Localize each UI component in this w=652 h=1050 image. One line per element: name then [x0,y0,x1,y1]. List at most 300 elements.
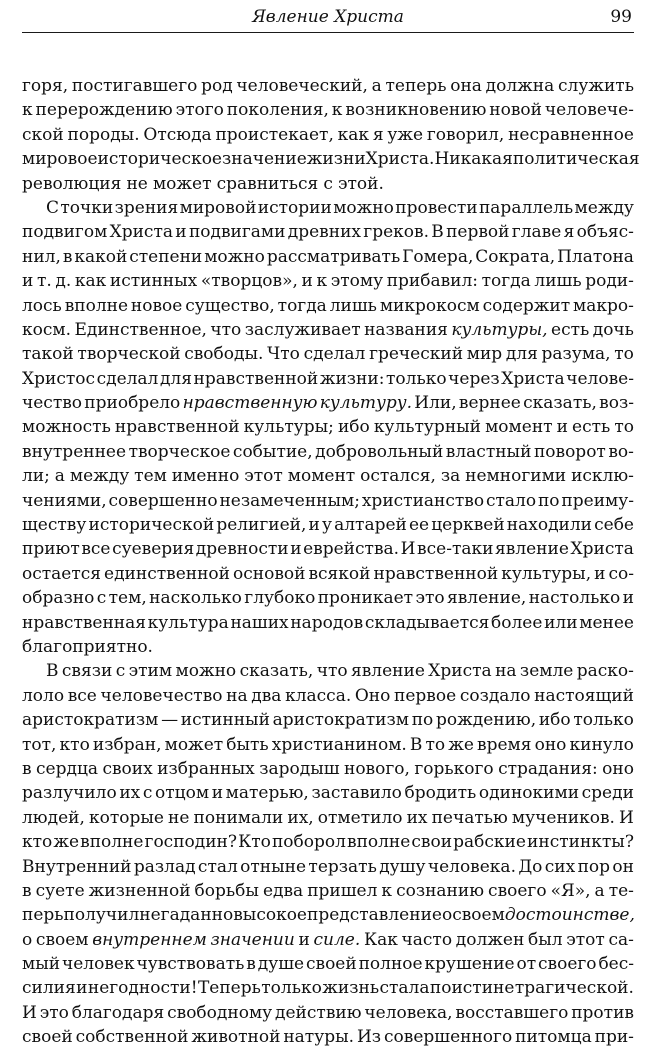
word: чество [22,393,83,414]
word: к [22,100,33,121]
word: греческий [369,344,464,365]
word: христианство [361,490,485,511]
word: основой [233,563,306,584]
word: Как [363,929,398,950]
word: своих [102,758,153,779]
word: же [53,832,80,853]
word: оно [534,734,567,755]
word: культурный [373,417,482,438]
text-line [22,562,634,586]
word: Никакая [434,149,513,170]
word: а [371,76,382,96]
word: содержит [482,295,571,316]
word: рабские [453,832,526,853]
word: их [406,807,428,828]
running-header [22,4,634,33]
word: только [261,978,322,999]
word: косм. [22,319,72,340]
word: и [594,563,606,584]
word: то [614,344,634,365]
word: что [210,319,242,340]
word: преиму- [561,490,634,511]
word: заслуживает [244,319,361,340]
word: Платона [557,246,634,267]
word: аристократизм [272,710,409,731]
word: рассматривать [266,246,401,267]
text-line [22,74,634,98]
word: тогда [277,295,327,316]
word: теперь [385,76,447,96]
word: разлучило [22,783,117,804]
word: суете [35,880,85,901]
word: момент [287,466,356,487]
word: И [400,539,416,560]
word: и [290,539,302,560]
text-line [22,708,634,732]
word: же [448,734,474,755]
word: этот [244,466,283,487]
word: человека, [364,1002,453,1023]
word: можно [204,246,265,267]
word: можность [22,417,111,438]
word: бес- [598,954,634,975]
text-line [22,318,634,342]
word: жизни [306,149,366,170]
italic-word: внутреннем [92,929,207,950]
text-line [22,635,634,659]
word: избранных [157,758,255,779]
word: исклю- [571,466,634,487]
word: при- [594,1027,634,1048]
word: едва [262,880,304,901]
word: лишь [534,271,582,292]
word: не [126,173,148,194]
word: время [477,734,532,755]
word: Христа [428,661,492,682]
word: незамеченным; [219,490,360,511]
word: свои [411,832,453,853]
word: все [81,539,111,560]
word: печатью [431,807,508,828]
word: по [537,490,560,511]
word: кто [22,832,53,853]
word: силия [22,978,76,999]
text-line [22,196,634,220]
text-line [22,733,634,757]
word: д. [55,271,72,292]
word: Или, [414,393,457,414]
word: а [594,880,605,901]
word: «Я», [550,880,591,901]
word: стала [379,978,430,999]
word: и [76,978,88,999]
text-line [22,659,634,683]
word: для [159,368,192,389]
word: страдания: [498,758,598,779]
word: Из [356,1027,382,1048]
word: т. [36,271,52,292]
italic-word: культуры, [451,319,548,340]
word: Отсюда [143,124,212,145]
word: поборол [271,832,346,853]
word: уже [387,124,424,145]
word: аристократизм [22,710,159,731]
word: своем [35,929,89,950]
book-page [22,0,640,1048]
word: тот, [22,734,57,755]
word: Христа [570,539,634,560]
word: есть [551,319,590,340]
word: Гомера, [402,246,474,267]
word: совершенного [384,1027,513,1048]
word: только [386,368,447,389]
word: через [448,368,500,389]
word: древности [195,539,289,560]
word: единственной [104,563,230,584]
word: от [516,954,537,975]
word: И [619,807,634,828]
word: суеверия [112,539,195,560]
word: и [22,271,34,292]
word: добровольный [315,441,444,462]
word: культуры; [243,417,334,438]
text-line [22,781,634,805]
word: сделал [303,344,366,365]
word: своей [22,1027,73,1048]
word: нравственной [193,368,319,389]
word: мир [466,344,503,365]
word: челове- [566,368,634,389]
word: раско- [576,661,634,682]
word: приобрело [84,393,181,414]
word: высокое [233,905,307,926]
word: новое [130,295,183,316]
word: это [415,588,445,609]
word: несравненное [508,124,634,145]
word: менее [579,612,634,633]
word: творческой [77,344,181,365]
word: то [614,417,634,438]
word: вернее [458,393,521,414]
word: лось [22,295,62,316]
word: кинуло [569,734,634,755]
text-line [22,98,634,122]
word: поистине [429,978,515,999]
word: с [142,783,153,804]
text-line [22,903,634,927]
word: все-таки [417,539,494,560]
word: нравственная [22,612,146,633]
word: Сократа, [475,246,556,267]
word: класса. [285,685,352,706]
word: натуры. [283,1027,355,1048]
word: мировое [22,149,98,170]
word: в [246,954,256,975]
word: то [425,734,446,755]
word: тем [134,466,167,487]
word: Единственное, [74,319,207,340]
word: своего [488,880,547,901]
word: и [556,417,568,438]
word: с [96,588,107,609]
word: явление, [447,588,527,609]
word: макро- [573,295,634,316]
text-line [22,976,634,1000]
word: роди- [585,271,634,292]
word: отныне [240,856,307,877]
word: образно [22,588,95,609]
word: мучеников. [511,807,615,828]
text-line [22,830,634,854]
text-line [22,415,634,439]
word: немногими [465,466,567,487]
word: восставшего [455,1002,569,1023]
word: всякой [308,563,371,584]
word: ибо [538,710,571,731]
word: быть [226,734,269,755]
word: питомца [515,1027,592,1048]
word: к [331,100,343,121]
word: сказать, [239,661,314,682]
word: стало [485,490,537,511]
word: христианином. [271,734,407,755]
word: этого [175,100,224,121]
word: связи [61,661,113,682]
word: подвигами [188,222,286,243]
word: или [544,612,578,633]
word: В [46,661,59,682]
text-line [22,220,634,244]
word: степени [129,246,203,267]
text-line [22,684,634,708]
word: чувствовать [136,954,245,975]
text-line [22,513,634,537]
word: все [67,685,97,706]
word: себе [594,515,634,536]
word: приют [22,539,80,560]
word: разума, [541,344,611,365]
italic-word: силе. [313,929,361,950]
word: Что [267,344,300,365]
word: совершенно [108,490,218,511]
word: мировой [179,197,257,218]
text-line [22,928,634,952]
word: са- [608,929,634,950]
word: этот [566,929,605,950]
word: властный [445,441,532,462]
word: вполне [80,832,144,853]
word: нового, [343,758,410,779]
word: В [431,222,444,243]
word: проникает [317,588,414,609]
word: «творцов», [200,271,298,292]
word: и [298,929,310,950]
word: ли; [22,466,50,487]
word: До [518,856,543,877]
word: ибо [337,417,370,438]
italic-word: культуру. [319,393,412,414]
word: матерью, [225,783,309,804]
word: вполне [347,832,411,853]
word: исторической [88,515,215,536]
text-line [22,172,634,196]
word: два [251,685,282,706]
text-line [22,537,634,561]
word: народов [290,612,364,633]
text-line [22,489,634,513]
word: этому [330,271,384,292]
word: которые [88,807,164,828]
word: кто [59,734,90,755]
word: зрения [114,197,179,218]
text-line [22,1025,634,1049]
word: истинный [180,710,270,731]
word: действию [275,1002,362,1023]
word: между [69,466,130,487]
word: перь [22,905,64,926]
word: господин? [144,832,238,853]
text-line [22,123,634,147]
text-line [22,269,634,293]
running-title: Явление Христа [252,7,404,27]
word: В [409,734,423,755]
word: точки [60,197,114,218]
word: к [316,271,328,292]
word: Христа. [365,149,435,170]
word: сказать, [523,393,597,414]
word: тогда [481,271,531,292]
word: на [226,685,248,706]
word: для [505,344,538,365]
word: момент [485,417,553,438]
word: истинных [109,271,198,292]
word: С [46,197,60,218]
word: первой [446,222,510,243]
word: культура [147,612,229,633]
text-line [22,294,634,318]
word: не [168,807,190,828]
word: древних [287,222,361,243]
word: был [527,929,563,950]
word: лишь [329,295,377,316]
word: названия [364,319,448,340]
word: глубоко [244,588,316,609]
word: — [161,710,179,731]
word: И [22,1002,37,1023]
word: я [563,222,575,243]
word: одинокими [478,783,580,804]
word: понимали [193,807,284,828]
word: нравственной [114,417,240,438]
word: отцом [155,783,210,804]
word: Христос [22,368,95,389]
word: явление [351,661,425,682]
word: часто [401,929,453,950]
word: жизнь [322,978,380,999]
word: объяс- [576,222,634,243]
word: собственной [75,1027,189,1048]
word: душу [379,856,426,877]
word: культуры, [501,563,592,584]
word: Оно [354,685,391,706]
word: человечество [100,685,223,706]
word: складывается [364,612,490,633]
word: ществу [22,515,87,536]
word: микрокосм [379,295,480,316]
word: человече- [544,100,634,121]
word: о [22,929,33,950]
word: возникновению [345,100,487,121]
word: наших [230,612,289,633]
word: революция [22,173,122,194]
word: как [74,271,107,292]
word: свободы. [184,344,264,365]
word: Внутренний [22,856,132,877]
word: своего [538,954,597,975]
italic-word: значении [210,929,295,950]
text-line [22,245,634,269]
word: против [571,1002,634,1023]
word: должен [455,929,525,950]
text-line [22,611,634,635]
word: получил [63,905,140,926]
word: к [381,880,393,901]
word: вполне [64,295,129,316]
word: благодаря [71,1002,165,1023]
word: говорил, [426,124,505,145]
word: может [164,734,224,755]
word: этой. [338,173,384,194]
word: воз- [599,393,634,414]
word: негаданно [139,905,234,926]
word: горького [414,758,494,779]
text-line [22,879,634,903]
word: их, [287,807,314,828]
word: ской [22,124,64,145]
word: явление [495,539,569,560]
word: такой [22,344,74,365]
word: настоящий [534,685,634,706]
word: поворот [533,441,606,462]
text-line [22,391,634,415]
word: человеческий, [236,76,368,96]
word: в [22,880,32,901]
text-line [22,367,634,391]
word: между [574,197,634,218]
word: сердца [36,758,99,779]
word: род [201,76,233,96]
word: своем [452,905,505,926]
word: перерождению [35,100,173,121]
word: политическая [512,149,640,170]
word: негодности! [87,978,198,999]
word: церквей [431,515,505,536]
word: и [308,515,320,536]
word: поколения, [226,100,329,121]
word: с [115,661,126,682]
word: их [119,783,141,804]
word: параллель [478,197,574,218]
word: это [39,1002,69,1023]
word: остался, [360,466,436,487]
word: Теперь [197,978,261,999]
word: какой [74,246,128,267]
word: он [612,856,634,877]
word: земле [519,661,574,682]
word: жизненной [88,880,191,901]
word: свободному [167,1002,273,1023]
word: и [622,588,634,609]
